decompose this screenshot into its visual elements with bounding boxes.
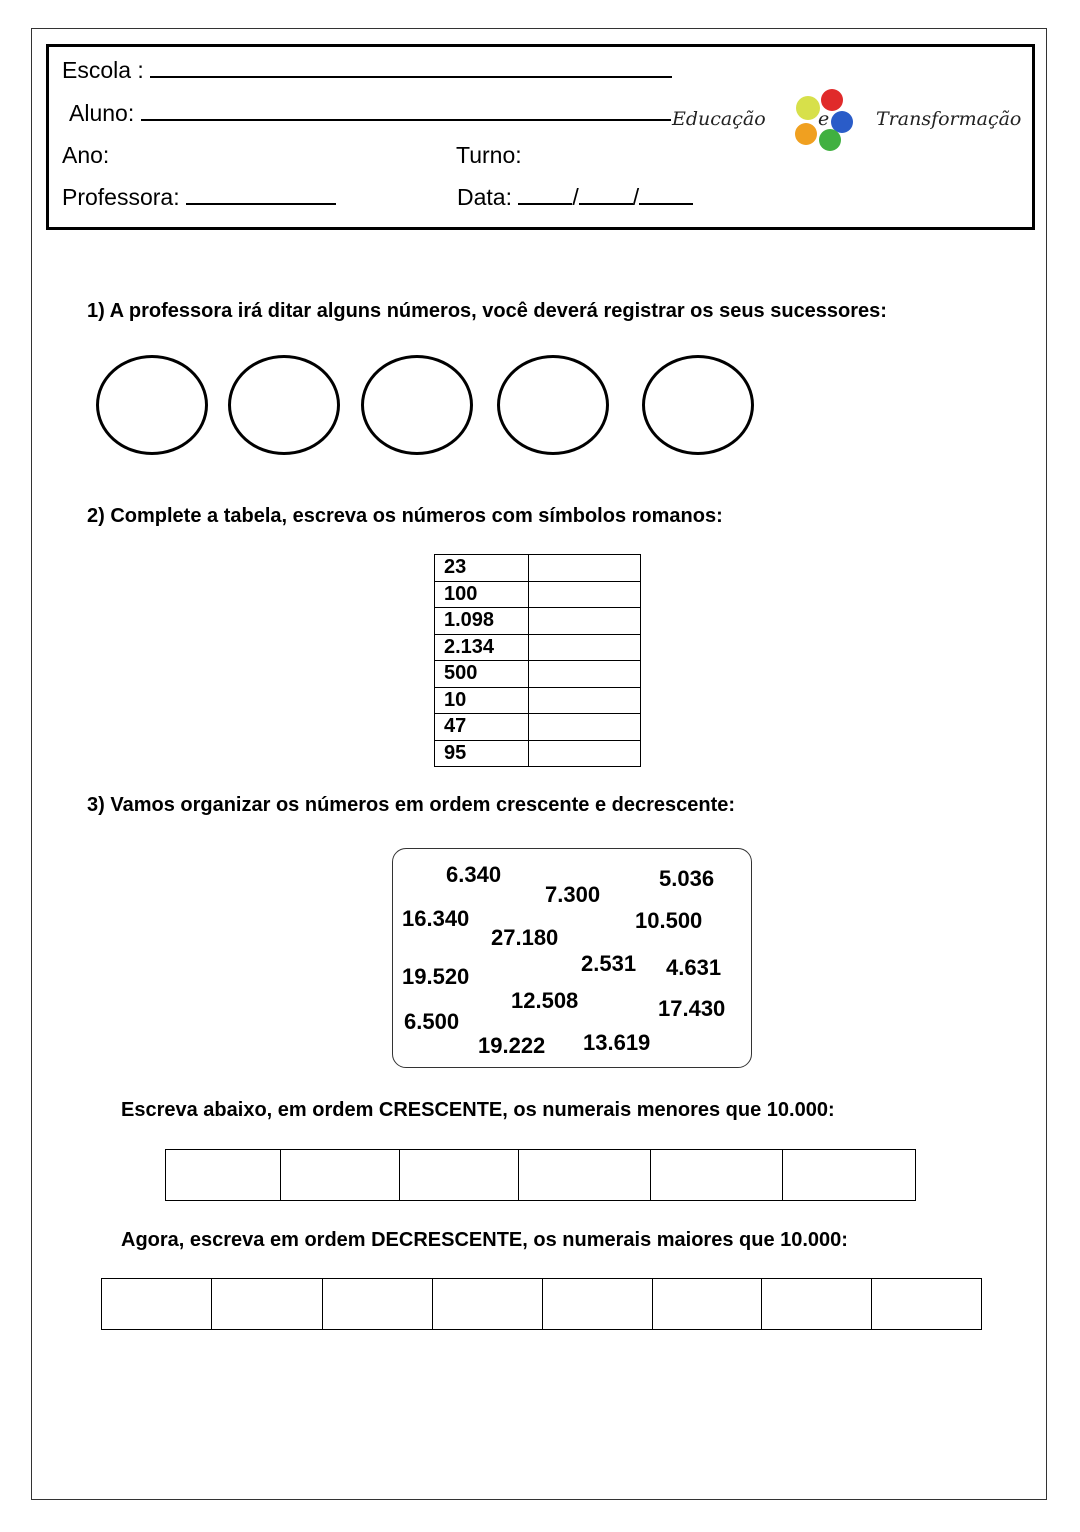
table-row: 2.134 bbox=[435, 634, 641, 661]
table-row: 500 bbox=[435, 661, 641, 688]
number: 12.508 bbox=[511, 988, 579, 1013]
escola-label: Escola : bbox=[62, 57, 144, 83]
question-2: 2) Complete a tabela, escreva os números com símbolos romanos: bbox=[87, 505, 723, 527]
aluno-field[interactable] bbox=[69, 100, 671, 127]
decrescente-answer-row bbox=[102, 1278, 982, 1330]
answer-box[interactable] bbox=[165, 1149, 281, 1201]
roman-answer-cell[interactable] bbox=[529, 608, 641, 635]
number: 27.180 bbox=[491, 925, 559, 950]
data-field[interactable]: Data: / / bbox=[457, 184, 693, 211]
answer-box[interactable] bbox=[650, 1149, 783, 1201]
answer-box[interactable] bbox=[211, 1278, 323, 1330]
answer-circle[interactable] bbox=[361, 355, 473, 455]
answer-box[interactable] bbox=[399, 1149, 519, 1201]
decrescente-instruction: Agora, escreva em ordem DECRESCENTE, os numerais maiores que 10.000: bbox=[121, 1229, 848, 1251]
number: 6.500 bbox=[404, 1009, 460, 1034]
answer-box[interactable] bbox=[542, 1278, 653, 1330]
roman-answer-cell[interactable] bbox=[529, 687, 641, 714]
number: 17.430 bbox=[658, 996, 726, 1021]
roman-answer-cell[interactable] bbox=[529, 634, 641, 661]
table-row: 1.098 bbox=[435, 608, 641, 635]
number: 10.500 bbox=[635, 908, 703, 933]
table-row: 47 bbox=[435, 714, 641, 741]
number: 6.340 bbox=[446, 862, 502, 887]
table-row: 100 bbox=[435, 581, 641, 608]
number: 7.300 bbox=[545, 882, 601, 907]
table-row: 10 bbox=[435, 687, 641, 714]
roman-answer-cell[interactable] bbox=[529, 661, 641, 688]
question-3: 3) Vamos organizar os números em ordem crescente e decrescente: bbox=[87, 794, 736, 816]
professora-field[interactable] bbox=[62, 184, 336, 211]
roman-answer-cell[interactable] bbox=[529, 581, 641, 608]
aluno-label: Aluno: bbox=[69, 100, 135, 126]
data-label: Data: bbox=[457, 184, 512, 210]
question-1: 1) A professora irá ditar alguns números, você deverá registrar os seus sucessores: bbox=[87, 300, 887, 322]
roman-answer-cell[interactable] bbox=[529, 555, 641, 582]
answer-box[interactable] bbox=[652, 1278, 762, 1330]
number: 4.631 bbox=[666, 955, 722, 980]
roman-answer-cell[interactable] bbox=[529, 740, 641, 767]
roman-answer-cell[interactable] bbox=[529, 714, 641, 741]
logo-text-right: Transformação bbox=[876, 108, 1022, 130]
crescente-instruction: Escreva abaixo, em ordem CRESCENTE, os numerais menores que 10.000: bbox=[121, 1099, 835, 1121]
roman-table bbox=[434, 554, 641, 767]
table-row: 95 bbox=[435, 740, 641, 767]
answer-box[interactable] bbox=[761, 1278, 872, 1330]
answer-box[interactable] bbox=[782, 1149, 916, 1201]
logo-text-middle: e bbox=[818, 108, 830, 130]
answer-circle[interactable] bbox=[642, 355, 754, 455]
table-row: 23 bbox=[435, 555, 641, 582]
answer-circle[interactable] bbox=[96, 355, 208, 455]
number: 13.619 bbox=[583, 1030, 651, 1055]
ano-label: Ano: bbox=[62, 142, 110, 168]
number: 16.340 bbox=[402, 906, 470, 931]
answer-box[interactable] bbox=[432, 1278, 543, 1330]
number: 19.520 bbox=[402, 964, 470, 989]
escola-field[interactable] bbox=[62, 57, 672, 84]
crescente-answer-row bbox=[166, 1149, 916, 1201]
answer-circle[interactable] bbox=[228, 355, 340, 455]
logo-text-left: Educação bbox=[672, 108, 766, 130]
number: 5.036 bbox=[659, 866, 715, 891]
answer-box[interactable] bbox=[518, 1149, 651, 1201]
number: 19.222 bbox=[478, 1033, 546, 1058]
number: 2.531 bbox=[581, 951, 637, 976]
answer-box[interactable] bbox=[322, 1278, 433, 1330]
answer-box[interactable] bbox=[280, 1149, 400, 1201]
answer-circle[interactable] bbox=[497, 355, 609, 455]
logo bbox=[672, 82, 1034, 162]
professora-label: Professora: bbox=[62, 184, 180, 210]
turno-label: Turno: bbox=[456, 142, 522, 168]
answer-box[interactable] bbox=[101, 1278, 212, 1330]
answer-box[interactable] bbox=[871, 1278, 982, 1330]
